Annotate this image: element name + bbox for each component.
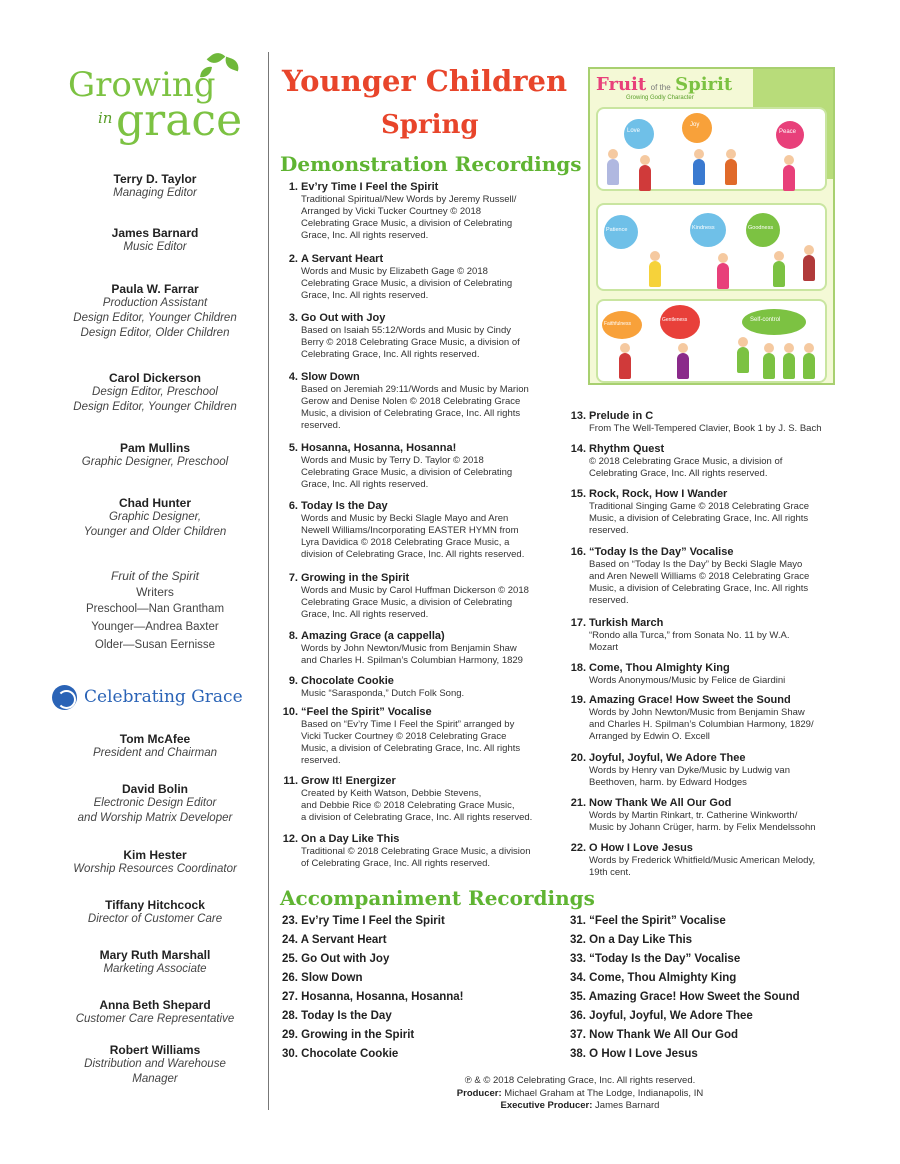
accomp-item: 38. O How I Love Jesus xyxy=(570,1048,698,1060)
cover-title-spirit: Spirit xyxy=(675,74,733,95)
track-item: 15. Rock, Rock, How I Wander Traditional Singing Game © 2018 Celebrating Grace Music, a division of Celebrating Grace, Inc. All rights reserved. xyxy=(570,488,809,536)
track-item: 13. Prelude in C From The Well-Tempered Clavier, Book 1 by J. S. Bach xyxy=(570,410,822,434)
logo-in: in xyxy=(98,109,113,127)
accomp-item: 27. Hosanna, Hosanna, Hosanna! xyxy=(282,991,464,1003)
cover-panel-3: Faithfulness Gentleness Self-control xyxy=(596,299,827,383)
track-item: 4. Slow Down Based on Jeremiah 29:11/Words and Music by Marion Gerow and Denise Nolen © 2018 Celebrating Grace Music, a division of Celebrating Grace, Inc. All rights reserved. xyxy=(288,371,529,431)
page-title: Younger Children xyxy=(282,64,568,98)
track-item: 10. “Feel the Spirit” Vocalise Based on “Ev’ry Time I Feel the Spirit” arranged by Vicki Tucker Courtney © 2018 Celebrating Grace Music, a division of Celebrating Grace, Inc. All rights reserved. xyxy=(282,706,521,766)
column-divider xyxy=(268,52,269,1110)
cover-panel-2: Patience Kindness Goodness xyxy=(596,203,827,291)
joy-bubble xyxy=(682,113,712,143)
staff-entry: David Bolin Electronic Design Editor and Worship Matrix Developer xyxy=(77,782,233,824)
celebrating-grace-logo: Celebrating Grace xyxy=(52,683,252,713)
cover-title-ofthe: of the xyxy=(650,83,671,92)
accomp-item: 37. Now Thank We All Our God xyxy=(570,1029,739,1041)
staff-entry: Robert Williams Distribution and Warehouse Manager xyxy=(84,1043,226,1085)
footer-exec-producer: Executive Producer: James Barnard xyxy=(500,1100,660,1111)
accomp-item: 28. Today Is the Day xyxy=(282,1010,392,1022)
staff-entry: Anna Beth Shepard Customer Care Representative xyxy=(75,998,235,1025)
accomp-item: 36. Joyful, Joyful, We Adore Thee xyxy=(570,1010,753,1022)
track-item: 17. Turkish March “Rondo alla Turca,” from Sonata No. 11 by W.A. Mozart xyxy=(570,617,790,653)
accomp-item: 30. Chocolate Cookie xyxy=(282,1048,399,1060)
track-item: 5. Hosanna, Hosanna, Hosanna! Words and Music by Terry D. Taylor © 2018 Celebrating Grace Music, a division of Celebrating Grace, Inc. All rights reserved. xyxy=(288,442,513,490)
staff-entry: Tom McAfee President and Chairman xyxy=(92,732,217,759)
track-item: 21. Now Thank We All Our God Words by Martin Rinkart, tr. Catherine Winkworth/ Music by Johann Crüger, harm. by Felix Mendelssohn xyxy=(570,797,816,833)
logo-growing: Growing xyxy=(68,65,216,105)
accomp-item: 33. “Today Is the Day” Vocalise xyxy=(570,953,741,965)
season-title: Spring xyxy=(381,110,479,140)
love-bubble xyxy=(624,119,654,149)
staff-entry: Chad Hunter Graphic Designer, Younger and Older Children xyxy=(83,496,227,538)
accomp-item: 32. On a Day Like This xyxy=(570,934,693,946)
leaf-icon xyxy=(223,57,241,72)
staff-entry: Mary Ruth Marshall Marketing Associate xyxy=(99,948,211,975)
accomp-item: 26. Slow Down xyxy=(282,972,363,984)
credits-sidebar xyxy=(0,0,268,1164)
track-item: 20. Joyful, Joyful, We Adore Thee Words by Henry van Dyke/Music by Ludwig van Beethoven, harm. by Edward Hodges xyxy=(570,752,790,788)
track-item: 8. Amazing Grace (a cappella) Words by John Newton/Music from Benjamin Shaw and Charles H. Spilman’s Columbian Harmony, 1829 xyxy=(288,630,523,666)
accomp-item: 25. Go Out with Joy xyxy=(282,953,390,965)
footer-copyright: ℗ & © 2018 Celebrating Grace, Inc. All rights reserved. xyxy=(464,1075,696,1086)
cover-title-fruit: Fruit xyxy=(596,74,647,95)
track-item: 2. A Servant Heart Words and Music by Elizabeth Gage © 2018 Celebrating Grace Music, a division of Celebrating Grace, Inc. All rights reserved. xyxy=(288,253,513,301)
track-item: 7. Growing in the Spirit Words and Music by Carol Huffman Dickerson © 2018 Celebrating Grace Music, a division of Celebrating Grace, Inc. All rights reserved. xyxy=(288,572,529,620)
staff-entry: Tiffany Hitchcock Director of Customer Care xyxy=(87,898,223,925)
footer-producer: Producer: Michael Graham at The Lodge, Indianapolis, IN xyxy=(456,1088,704,1099)
track-item: 12. On a Day Like This Traditional © 2018 Celebrating Grace Music, a division of Celebrating Grace, Inc. All rights reserved. xyxy=(282,833,531,869)
accomp-item: 23. Ev’ry Time I Feel the Spirit xyxy=(282,915,445,927)
staff-entry: Carol Dickerson Design Editor, Preschool Design Editor, Younger Children xyxy=(73,371,237,413)
accomp-section-heading: Accompaniment Recordings xyxy=(280,886,595,910)
track-item: 3. Go Out with Joy Based on Isaiah 55:12/Words and Music by Cindy Berry © 2018 Celebrating Grace Music, a division of Celebrating Grace, Inc. All rights reserved. xyxy=(288,312,520,360)
cover-subtitle: Growing Godly Character xyxy=(626,95,694,101)
track-item: 1. Ev’ry Time I Feel the Spirit Traditional Spiritual/New Words by Jeremy Russell/ Arranged by Vicki Tucker Courtney © 2018 Celebrating Grace Music, a division of Celebrating Grace, Inc. All rights reserved. xyxy=(288,181,517,241)
staff-entry: Pam Mullins Graphic Designer, Preschool xyxy=(81,441,229,468)
track-item: 18. Come, Thou Almighty King Words Anonymous/Music by Felice de Giardini xyxy=(570,662,786,686)
cover-panel-1: Love Joy Peace xyxy=(596,107,827,191)
logo-grace: grace xyxy=(116,95,243,146)
fruit-of-spirit-cover xyxy=(588,67,835,385)
peace-bubble xyxy=(776,121,804,149)
staff-entry: James Barnard Music Editor xyxy=(111,226,199,253)
staff-entry: Terry D. Taylor Managing Editor xyxy=(113,172,197,199)
demo-section-heading: Demonstration Recordings xyxy=(280,152,582,176)
track-item: 14. Rhythm Quest © 2018 Celebrating Grace Music, a division of Celebrating Grace, Inc. All rights reserved. xyxy=(570,443,783,479)
staff-entry: Paula W. Farrar Production Assistant Design Editor, Younger Children Design Editor, Older Children xyxy=(73,282,237,339)
accomp-item: 31. “Feel the Spirit” Vocalise xyxy=(570,915,726,927)
track-item: 16. “Today Is the Day” Vocalise Based on “Today Is the Day” by Becki Slagle Mayo and Aren Newell Williams © 2018 Celebrating Grace Music, a division of Celebrating Grace, Inc. All rights reserved. xyxy=(570,546,810,606)
track-item: 11. Grow It! Energizer Created by Keith Watson, Debbie Stevens, and Debbie Rice © 2018 Celebrating Grace Music, a division of Celebrating Grace, Inc. All rights reserved. xyxy=(283,775,533,823)
accomp-item: 35. Amazing Grace! How Sweet the Sound xyxy=(570,991,800,1003)
track-item: 6. Today Is the Day Words and Music by Becki Slagle Mayo and Aren Newell Williams/Incorporating EASTER HYMN from Lyra Davidica © 2018 Celebrating Grace Music, a division of Celebrating Grace, Inc. All rights reserved. xyxy=(288,500,525,560)
accomp-item: 29. Growing in the Spirit xyxy=(282,1029,415,1041)
track-item: 19. Amazing Grace! How Sweet the Sound Words by John Newton/Music from Benjamin Shaw and Charles H. Spilman’s Columbian Harmony, 1829/ Arranged by Edwin O. Excell xyxy=(570,694,814,742)
track-item: 9. Chocolate Cookie Music “Sarasponda,” Dutch Folk Song. xyxy=(288,675,465,699)
growing-in-grace-logo xyxy=(58,45,248,155)
globe-icon xyxy=(52,685,77,710)
track-item: 22. O How I Love Jesus Words by Frederick Whitfield/Music American Melody, 19th cent. xyxy=(570,842,816,878)
writers-block: Fruit of the Spirit Writers Preschool—Nan Grantham Younger—Andrea Baxter Older—Susan Eernisse xyxy=(85,569,225,651)
accomp-item: 24. A Servant Heart xyxy=(282,934,387,946)
staff-entry: Kim Hester Worship Resources Coordinator xyxy=(73,848,237,875)
accomp-item: 34. Come, Thou Almighty King xyxy=(570,972,737,984)
